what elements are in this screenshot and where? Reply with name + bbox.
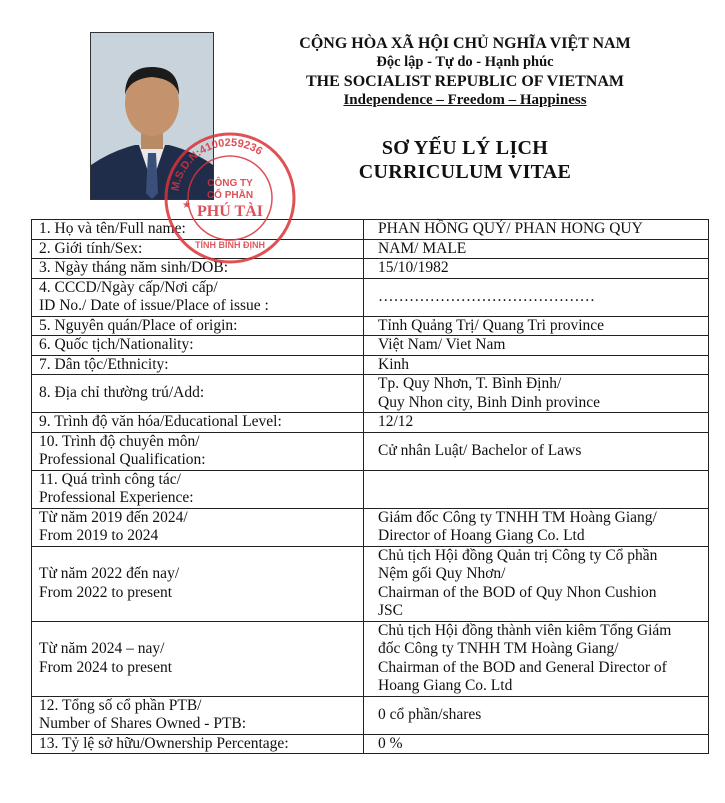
- row-label: Từ năm 2022 đến nay/ From 2022 to present: [32, 546, 364, 621]
- row-label: 8. Địa chỉ thường trú/Add:: [32, 375, 364, 413]
- row-label: Từ năm 2019 đến 2024/ From 2019 to 2024: [32, 508, 364, 546]
- table-row: [32, 336, 709, 356]
- table-row: [32, 432, 709, 470]
- row-value: Tỉnh Quảng Trị/ Quang Tri province: [364, 316, 709, 336]
- table-row: [32, 621, 709, 696]
- seal-bottom-text: TỈNH BÌNH ĐỊNH: [195, 240, 265, 250]
- table-row: [32, 220, 709, 240]
- seal-ring-text: M.S.D.N:4100259236: [169, 136, 265, 193]
- row-label: 6. Quốc tịch/Nationality:: [32, 336, 364, 356]
- table-row: [32, 259, 709, 279]
- seal-line1: CÔNG TY: [207, 178, 253, 189]
- motto-vi: Độc lập - Tự do - Hạnh phúc: [376, 54, 554, 70]
- table-row: [32, 316, 709, 336]
- table-row: [32, 278, 709, 316]
- table-row: [32, 470, 709, 508]
- country-name-vi: CỘNG HÒA XÃ HỘI CHỦ NGHĨA VIỆT NAM: [299, 35, 631, 52]
- seal-star-icon: ★: [182, 200, 191, 211]
- table-row: [32, 239, 709, 259]
- row-value: Giám đốc Công ty TNHH TM Hoàng Giang/ Director of Hoang Giang Co. Ltd: [364, 508, 709, 546]
- table-row: [32, 546, 709, 621]
- row-value: PHAN HỒNG QUÝ/ PHAN HONG QUY: [364, 220, 709, 240]
- company-seal-icon: [160, 128, 300, 268]
- row-value: Chủ tịch Hội đồng Quản trị Công ty Cổ phần Nệm gối Quy Nhơn/ Chairman of the BOD of Quy Nhon Cushion JSC: [364, 546, 709, 621]
- row-label: 1. Họ và tên/Full name:: [32, 220, 364, 240]
- table-row: [32, 734, 709, 754]
- row-value: Kinh: [364, 355, 709, 375]
- seal-line2: CỔ PHẦN: [206, 190, 254, 201]
- country-name-en: THE SOCIALIST REPUBLIC OF VIETNAM: [306, 73, 624, 90]
- motto-en: Independence – Freedom – Happiness: [343, 92, 587, 108]
- row-value: 0 cổ phần/shares: [364, 696, 709, 734]
- national-header: [250, 34, 680, 110]
- row-value: NAM/ MALE: [364, 239, 709, 259]
- row-value: [364, 470, 709, 508]
- row-label: 10. Trình độ chuyên môn/ Professional Qualification:: [32, 432, 364, 470]
- row-label: 3. Ngày tháng năm sinh/DOB:: [32, 259, 364, 279]
- document-title: [300, 136, 630, 184]
- title-vi: SƠ YẾU LÝ LỊCH: [381, 137, 549, 159]
- cv-table: [31, 219, 709, 754]
- table-row: [32, 375, 709, 413]
- row-label: 12. Tổng số cổ phần PTB/ Number of Shares Owned - PTB:: [32, 696, 364, 734]
- row-value: 15/10/1982: [364, 259, 709, 279]
- row-label: 13. Tỷ lệ sở hữu/Ownership Percentage:: [32, 734, 364, 754]
- row-label: 11. Quá trình công tác/ Professional Experience:: [32, 470, 364, 508]
- row-value: 12/12: [364, 413, 709, 433]
- row-label: 5. Nguyên quán/Place of origin:: [32, 316, 364, 336]
- row-value: Việt Nam/ Viet Nam: [364, 336, 709, 356]
- row-value: Chủ tịch Hội đồng thành viên kiêm Tổng Giám đốc Công ty TNHH TM Hoàng Giang/ Chairman of the BOD and General Director of Hoang Giang Co. Ltd: [364, 621, 709, 696]
- table-row: [32, 696, 709, 734]
- table-row: [32, 355, 709, 375]
- row-label: 9. Trình độ văn hóa/Educational Level:: [32, 413, 364, 433]
- row-value: 0 %: [364, 734, 709, 754]
- row-label: 2. Giới tính/Sex:: [32, 239, 364, 259]
- row-label: 7. Dân tộc/Ethnicity:: [32, 355, 364, 375]
- title-en: CURRICULUM VITAE: [358, 161, 572, 183]
- table-row: [32, 508, 709, 546]
- row-label: 4. CCCD/Ngày cấp/Nơi cấp/ ID No./ Date of issue/Place of issue :: [32, 278, 364, 316]
- seal-company-name: PHÚ TÀI: [197, 203, 263, 220]
- row-label: Từ năm 2024 – nay/ From 2024 to present: [32, 621, 364, 696]
- table-row: [32, 413, 709, 433]
- row-value: Cử nhân Luật/ Bachelor of Laws: [364, 432, 709, 470]
- row-value: Tp. Quy Nhơn, T. Bình Định/ Quy Nhon city, Binh Dinh province: [364, 375, 709, 413]
- row-value: ……………………………………: [364, 278, 709, 316]
